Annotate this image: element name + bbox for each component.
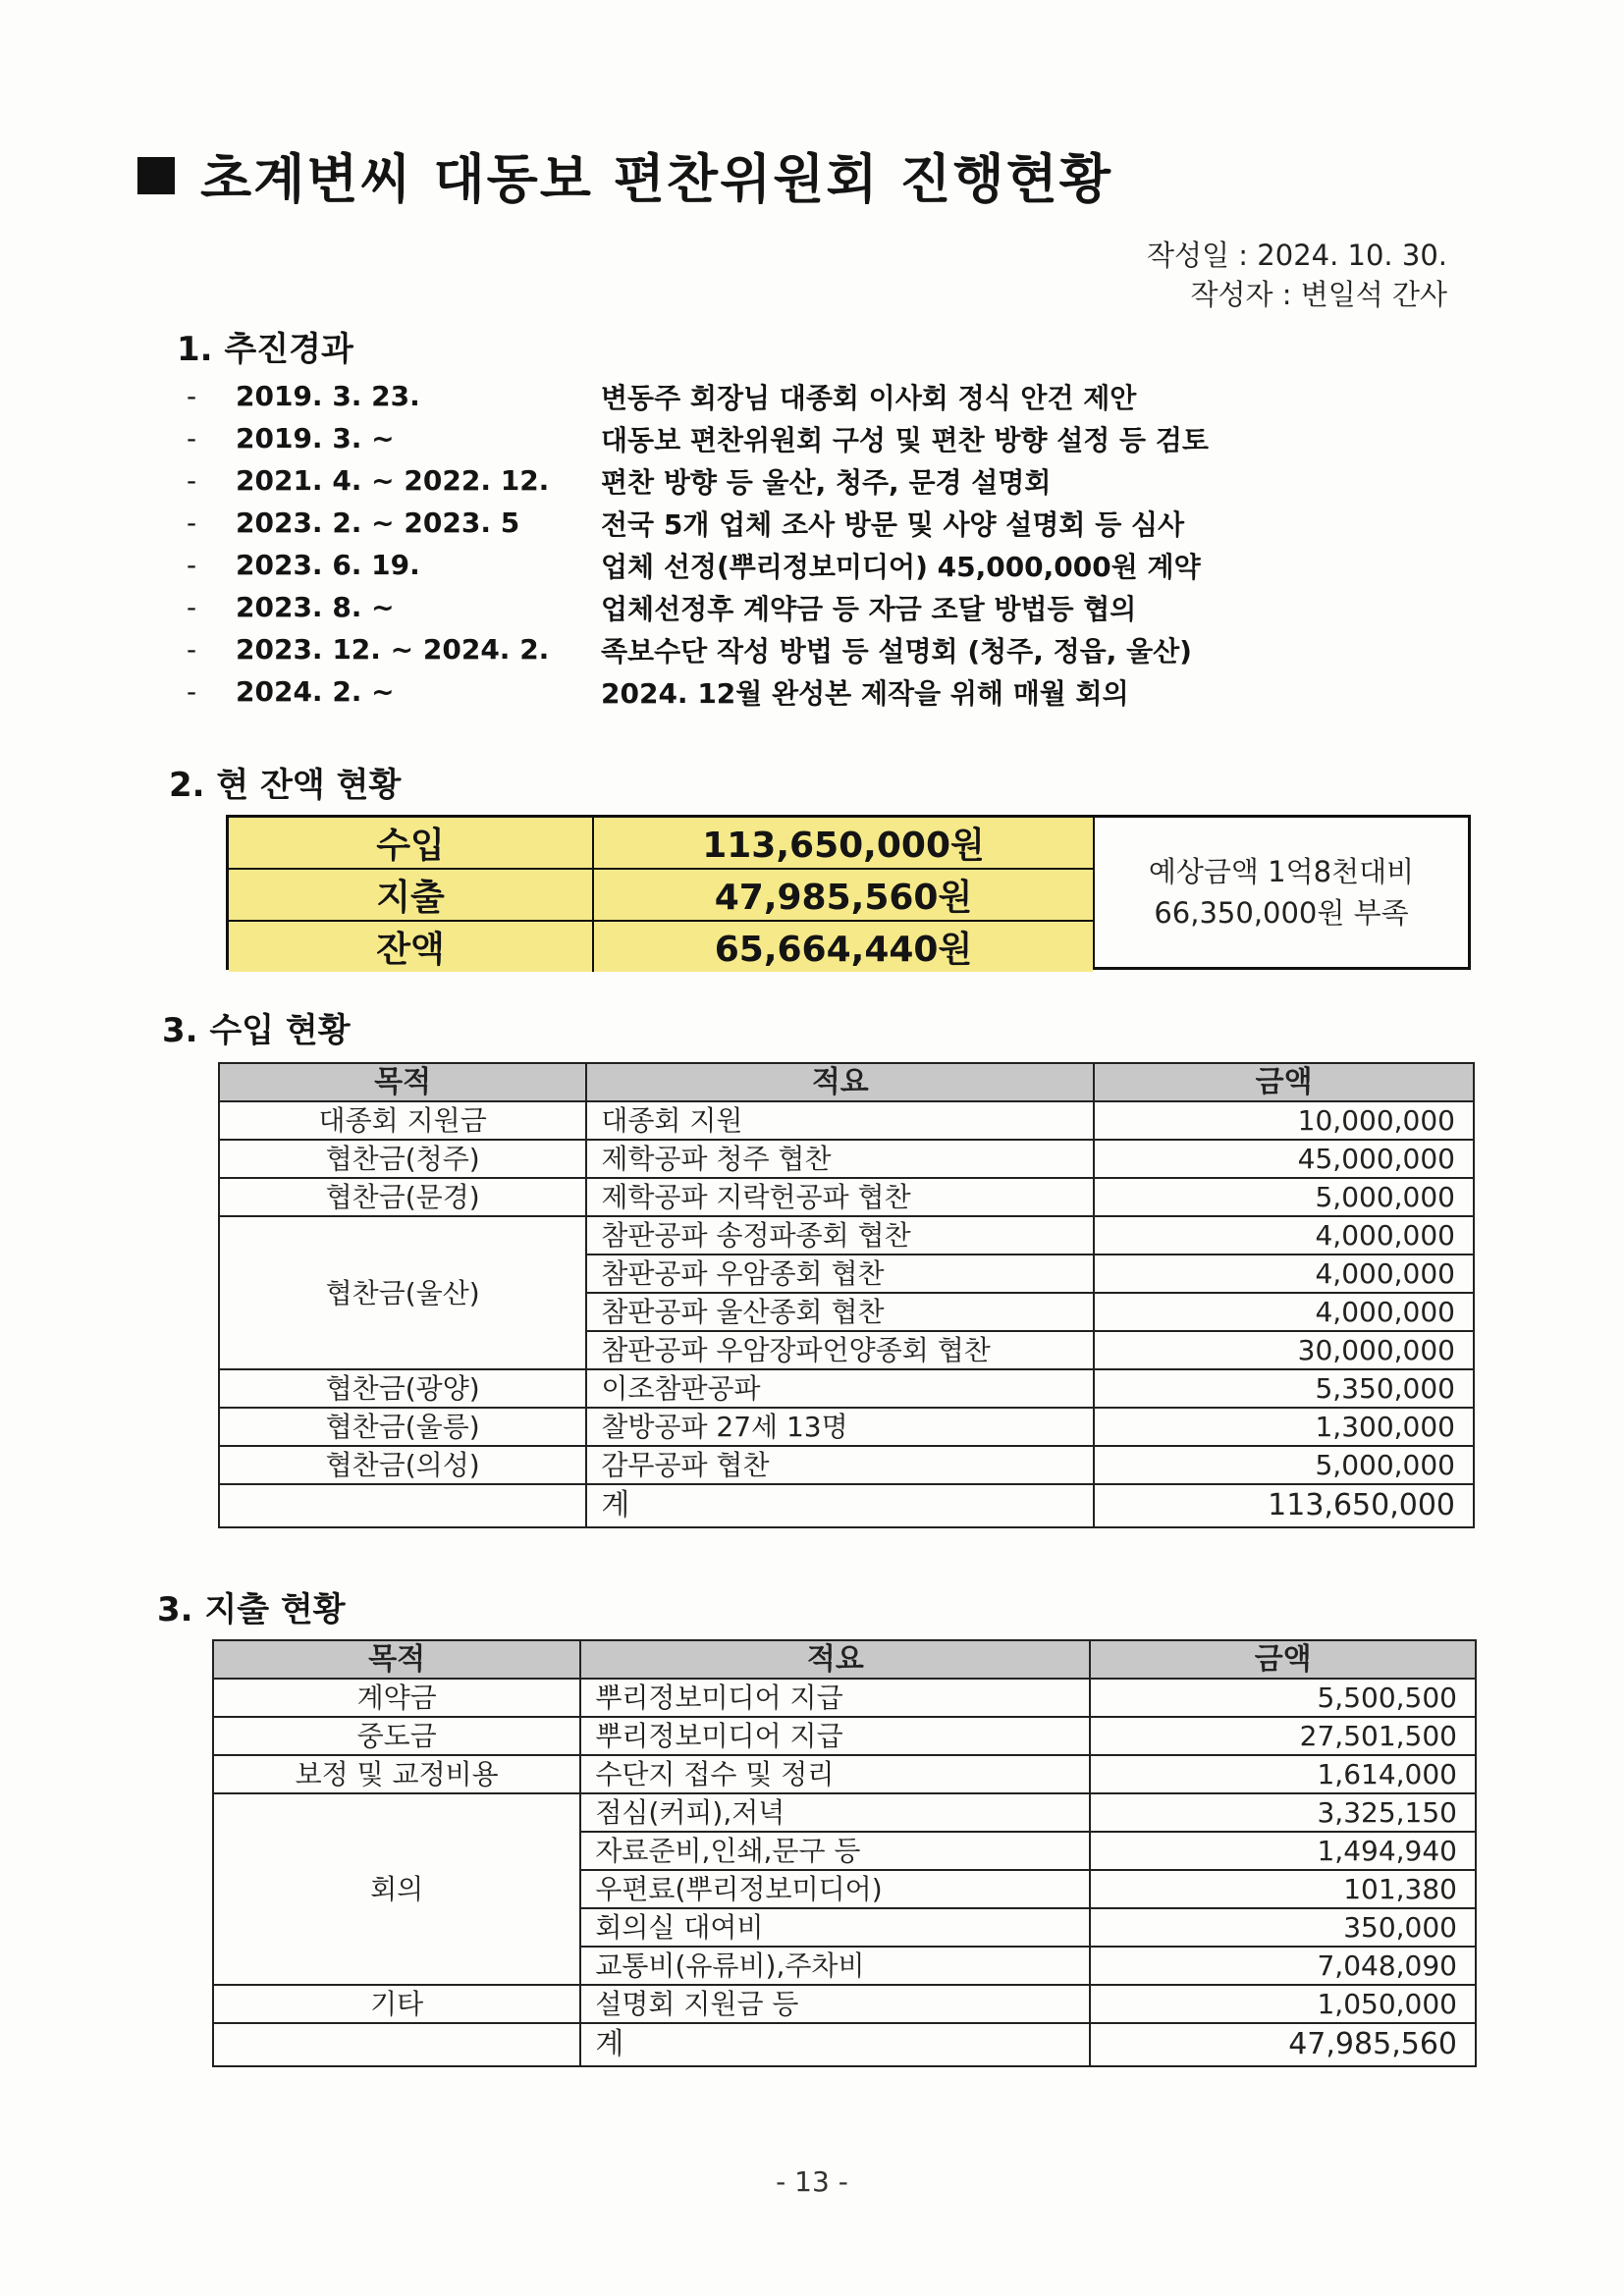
purpose-cell: 계약금 (213, 1679, 580, 1717)
empty-cell (219, 1484, 586, 1527)
table-row (213, 1755, 1476, 1793)
income-header-row (219, 1063, 1474, 1101)
table-row (213, 1679, 1476, 1717)
purpose-cell: 협찬금(광양) (219, 1369, 586, 1408)
table-row (219, 1408, 1474, 1446)
purpose-cell: 대종회 지원금 (219, 1101, 586, 1140)
progress-timeline (187, 375, 1414, 713)
table-row (219, 1178, 1474, 1216)
total-label: 계 (580, 2023, 1090, 2066)
balance-table (226, 815, 1471, 970)
timeline-row (187, 586, 1414, 628)
section-heading-progress: 1. 추진경과 (177, 330, 353, 369)
dash-marker: - (187, 380, 197, 412)
square-bullet-icon (137, 157, 175, 194)
purpose-cell: 협찬금(울릉) (219, 1408, 586, 1446)
column-header-amount: 금액 (1090, 1640, 1476, 1679)
column-header-amount: 금액 (1094, 1063, 1474, 1101)
amount-cell: 1,050,000 (1090, 1985, 1476, 2023)
table-row (219, 1101, 1474, 1140)
table-row (219, 1446, 1474, 1484)
purpose-cell: 협찬금(청주) (219, 1140, 586, 1178)
timeline-row (187, 502, 1414, 544)
timeline-desc: 대동보 편찬위원회 구성 및 편찬 방향 설정 등 검토 (601, 423, 1209, 456)
expense-table (212, 1639, 1477, 2067)
amount-cell: 5,350,000 (1094, 1369, 1474, 1408)
timeline-desc: 변동주 회장님 대종회 이사회 정식 안건 제안 (601, 381, 1137, 414)
table-row (213, 1717, 1476, 1755)
page-title-text: 초계변씨 대동보 편찬위원회 진행현황 (200, 148, 1113, 210)
detail-cell: 설명회 지원금 등 (580, 1985, 1090, 2023)
timeline-date: 2023. 6. 19. (236, 549, 420, 581)
timeline-date: 2023. 8. ~ (236, 591, 395, 623)
purpose-cell: 기타 (213, 1985, 580, 2023)
detail-cell: 참판공파 송정파종회 협찬 (586, 1216, 1094, 1255)
amount-cell: 1,614,000 (1090, 1755, 1476, 1793)
timeline-date: 2024. 2. ~ (236, 675, 395, 708)
column-header-purpose: 목적 (213, 1640, 580, 1679)
table-row (213, 1985, 1476, 2023)
total-row (219, 1484, 1474, 1527)
purpose-cell: 협찬금(의성) (219, 1446, 586, 1484)
total-amount: 47,985,560 (1090, 2023, 1476, 2066)
written-author: 작성자 : 변일석 간사 (1190, 278, 1447, 311)
detail-cell: 제학공파 청주 협찬 (586, 1140, 1094, 1178)
timeline-row (187, 375, 1414, 417)
amount-cell: 101,380 (1090, 1870, 1476, 1908)
expense-header-row (213, 1640, 1476, 1679)
total-label: 계 (586, 1484, 1094, 1527)
timeline-desc: 2024. 12월 완성본 제작을 위해 매월 회의 (601, 676, 1129, 710)
balance-row (229, 818, 1093, 870)
balance-note-line: 66,350,000원 부족 (1154, 896, 1409, 930)
table-row (219, 1369, 1474, 1408)
column-header-detail: 적요 (580, 1640, 1090, 1679)
detail-cell: 자료준비,인쇄,문구 등 (580, 1832, 1090, 1870)
total-amount: 113,650,000 (1094, 1484, 1474, 1527)
balance-note (1093, 818, 1468, 967)
page-number: - 13 - (776, 2165, 848, 2198)
purpose-cell: 회의 (213, 1793, 580, 1985)
purpose-cell: 보정 및 교정비용 (213, 1755, 580, 1793)
column-header-purpose: 목적 (219, 1063, 586, 1101)
amount-cell: 7,048,090 (1090, 1947, 1476, 1985)
written-date: 작성일 : 2024. 10. 30. (1147, 239, 1447, 272)
timeline-date: 2021. 4. ~ 2022. 12. (236, 464, 550, 497)
timeline-row (187, 670, 1414, 713)
detail-cell: 뿌리정보미디어 지급 (580, 1717, 1090, 1755)
timeline-date: 2019. 3. 23. (236, 380, 420, 412)
balance-value: 65,664,440원 (714, 930, 973, 970)
purpose-cell: 중도금 (213, 1717, 580, 1755)
balance-label: 수입 (229, 818, 594, 868)
detail-cell: 참판공파 울산종회 협찬 (586, 1293, 1094, 1331)
amount-cell: 350,000 (1090, 1908, 1476, 1947)
amount-cell: 3,325,150 (1090, 1793, 1476, 1832)
balance-value: 47,985,560원 (714, 878, 973, 918)
table-row (213, 1793, 1476, 1832)
detail-cell: 감무공파 협찬 (586, 1446, 1094, 1484)
amount-cell: 30,000,000 (1094, 1331, 1474, 1369)
timeline-row (187, 459, 1414, 502)
section-heading-balance: 2. 현 잔액 현황 (169, 766, 402, 805)
table-row (219, 1216, 1474, 1255)
income-table (218, 1062, 1475, 1528)
amount-cell: 1,494,940 (1090, 1832, 1476, 1870)
amount-cell: 4,000,000 (1094, 1216, 1474, 1255)
timeline-desc: 족보수단 작성 방법 등 설명회 (청주, 정읍, 울산) (601, 634, 1192, 667)
total-row (213, 2023, 1476, 2066)
amount-cell: 4,000,000 (1094, 1255, 1474, 1293)
column-header-detail: 적요 (586, 1063, 1094, 1101)
purpose-cell: 협찬금(울산) (219, 1216, 586, 1369)
amount-cell: 10,000,000 (1094, 1101, 1474, 1140)
balance-note-line: 예상금액 1억8천대비 (1148, 855, 1415, 888)
dash-marker: - (187, 507, 197, 539)
amount-cell: 45,000,000 (1094, 1140, 1474, 1178)
dash-marker: - (187, 633, 197, 666)
detail-cell: 수단지 접수 및 정리 (580, 1755, 1090, 1793)
dash-marker: - (187, 549, 197, 581)
amount-cell: 4,000,000 (1094, 1293, 1474, 1331)
empty-cell (213, 2023, 580, 2066)
timeline-date: 2023. 12. ~ 2024. 2. (236, 633, 550, 666)
detail-cell: 점심(커피),저녁 (580, 1793, 1090, 1832)
section-heading-expense: 3. 지출 현황 (157, 1590, 346, 1629)
document-meta (1147, 236, 1447, 314)
balance-row (229, 870, 1093, 922)
detail-cell: 찰방공파 27세 13명 (586, 1408, 1094, 1446)
amount-cell: 27,501,500 (1090, 1717, 1476, 1755)
table-row (219, 1140, 1474, 1178)
amount-cell: 5,000,000 (1094, 1178, 1474, 1216)
detail-cell: 회의실 대여비 (580, 1908, 1090, 1947)
detail-cell: 뿌리정보미디어 지급 (580, 1679, 1090, 1717)
detail-cell: 참판공파 우암장파언양종회 협찬 (586, 1331, 1094, 1369)
dash-marker: - (187, 422, 197, 454)
timeline-desc: 업체 선정(뿌리정보미디어) 45,000,000원 계약 (601, 550, 1201, 583)
purpose-cell: 협찬금(문경) (219, 1178, 586, 1216)
balance-rows (229, 818, 1093, 970)
amount-cell: 5,500,500 (1090, 1679, 1476, 1717)
timeline-row (187, 417, 1414, 459)
balance-value: 113,650,000원 (702, 826, 985, 866)
detail-cell: 참판공파 우암종회 협찬 (586, 1255, 1094, 1293)
timeline-date: 2019. 3. ~ (236, 422, 395, 454)
dash-marker: - (187, 464, 197, 497)
amount-cell: 1,300,000 (1094, 1408, 1474, 1446)
detail-cell: 교통비(유류비),주차비 (580, 1947, 1090, 1985)
section-heading-income: 3. 수입 현황 (162, 1011, 351, 1050)
dash-marker: - (187, 675, 197, 708)
detail-cell: 제학공파 지락헌공파 협찬 (586, 1178, 1094, 1216)
amount-cell: 5,000,000 (1094, 1446, 1474, 1484)
page-title (137, 137, 1112, 213)
balance-label: 잔액 (229, 922, 594, 972)
detail-cell: 우편료(뿌리정보미디어) (580, 1870, 1090, 1908)
timeline-row (187, 628, 1414, 670)
timeline-date: 2023. 2. ~ 2023. 5 (236, 507, 520, 539)
balance-row (229, 922, 1093, 972)
timeline-desc: 업체선정후 계약금 등 자금 조달 방법등 협의 (601, 592, 1137, 625)
timeline-desc: 전국 5개 업체 조사 방문 및 사양 설명회 등 심사 (601, 507, 1185, 541)
timeline-row (187, 544, 1414, 586)
balance-label: 지출 (229, 870, 594, 920)
detail-cell: 이조참판공파 (586, 1369, 1094, 1408)
detail-cell: 대종회 지원 (586, 1101, 1094, 1140)
timeline-desc: 편찬 방향 등 울산, 청주, 문경 설명회 (601, 465, 1052, 499)
dash-marker: - (187, 591, 197, 623)
